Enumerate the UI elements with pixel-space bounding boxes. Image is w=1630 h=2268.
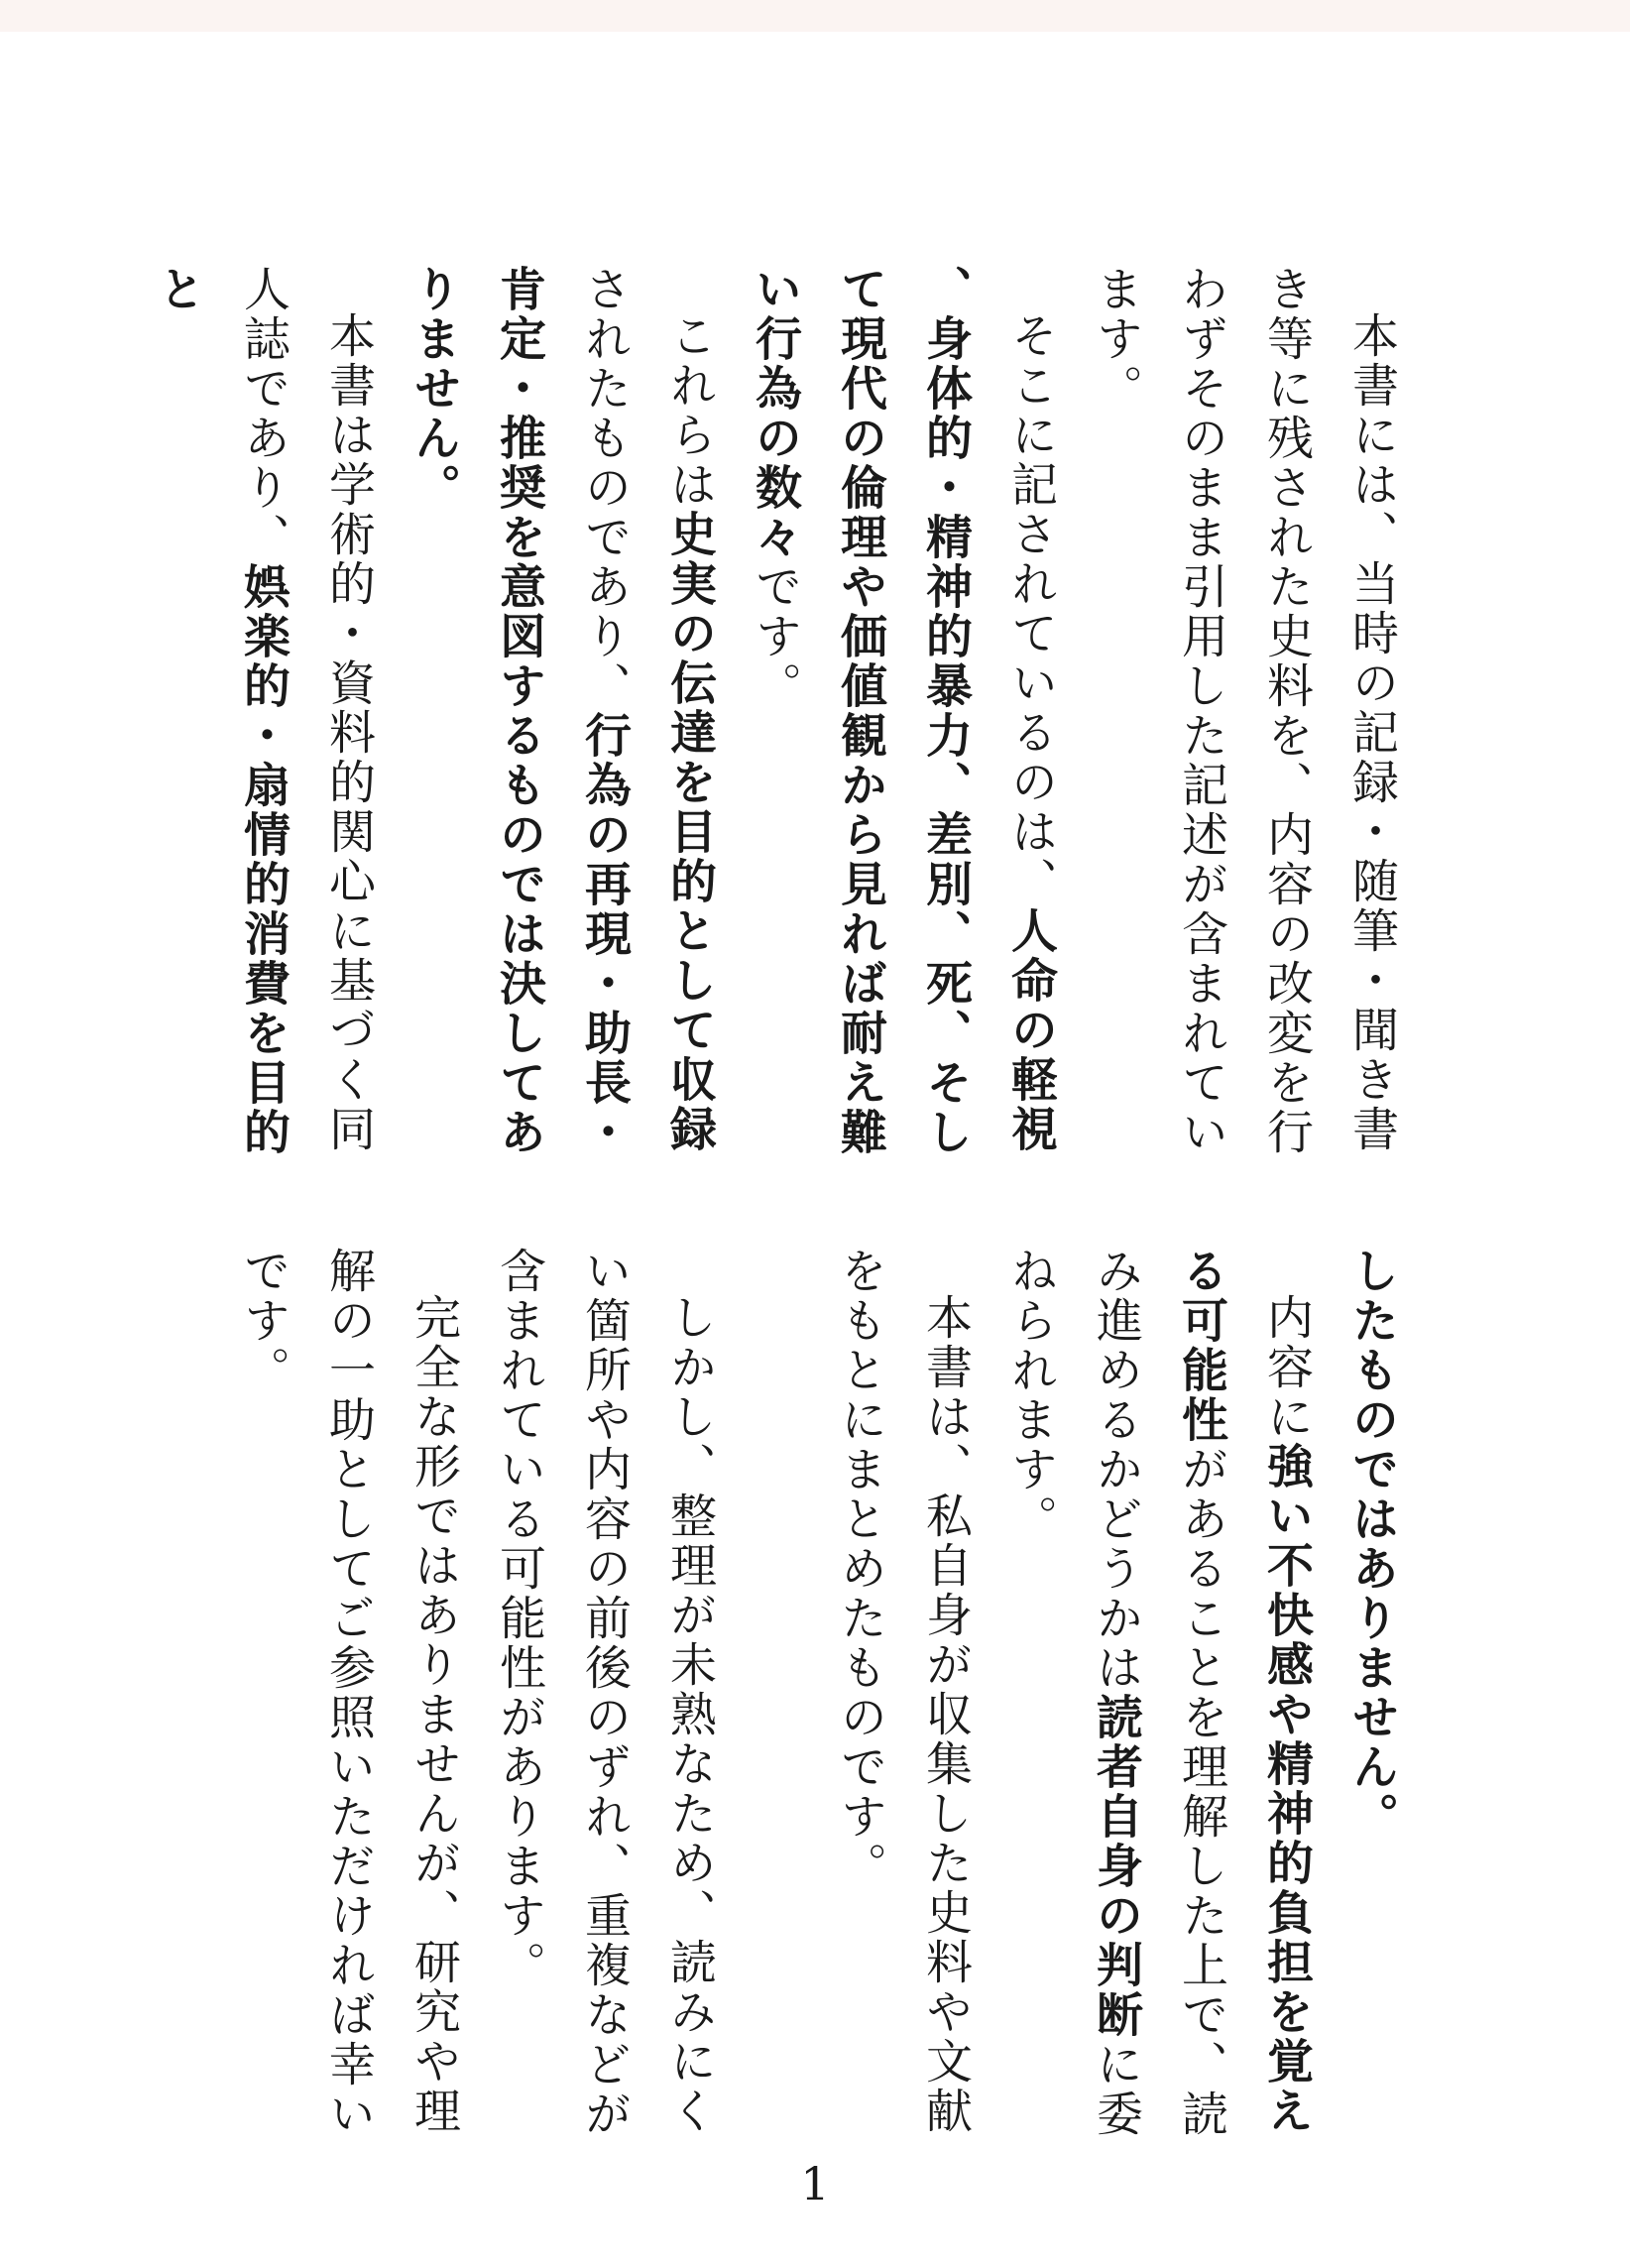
- bold-text: したものではありません。: [1344, 1247, 1399, 1842]
- text-block-lower: [220, 1247, 1414, 2139]
- paragraph-text: 本書には、当時の記録・随筆・聞き書き等に残された史料を、内容の改変を行わずそのまま引用した記述が含まれています。: [1089, 265, 1399, 1157]
- paragraph-text: そこに記されているのは、: [1003, 311, 1058, 906]
- top-bar: [0, 0, 1630, 32]
- paragraph-text: 完全な形ではありませんが、研究や理解の一助としてご参照いただければ幸いです。: [236, 1247, 461, 2139]
- paragraph-text: です。: [748, 562, 802, 711]
- paragraph-text: に委ねられます。: [1003, 1247, 1143, 2139]
- paragraph-sources: [817, 1247, 988, 2139]
- text-block-upper: [135, 265, 1414, 1187]
- paragraph-text: これらは: [662, 311, 717, 510]
- paragraph-purpose: [391, 265, 732, 1187]
- paragraph-doujinshi-start: [135, 265, 391, 1187]
- bold-text: 娯楽的・扇情的消費を目的と: [151, 265, 291, 1157]
- bold-text: 人命の軽視、身体的・精神的暴力、差別、死、そして現代の倫理や価値観から見れば耐え難い行為の数々: [748, 265, 1058, 1157]
- bold-text: 読者自身の判断: [1089, 1693, 1143, 2040]
- bold-text: 強い不快感や精神的負担を覚える可能性: [1174, 1247, 1314, 2136]
- paragraph-text: 本書は、私自身が収集した史料や文献をもとにまとめたものです。: [833, 1247, 973, 2136]
- page-number: 1: [800, 2157, 830, 2210]
- document-page: [0, 32, 1630, 2268]
- paragraph-text: があることを理解した上で、読み進めるかどうかは: [1089, 1247, 1228, 2139]
- paragraph-reader-judgment: [988, 1247, 1329, 2139]
- paragraph-doujinshi-end: [1329, 1247, 1414, 2139]
- paragraph-text: 内容に: [1259, 1293, 1314, 1442]
- paragraph-text: しかし、整理が未熟なため、読みにくい箇所や内容の前後のずれ、重複などが含まれている可能性があります。: [492, 1247, 717, 2139]
- paragraph-text: 本書は学術的・資料的関心に基づく同人誌であり、: [236, 265, 376, 1154]
- paragraph-imperfections: [476, 1247, 732, 2139]
- paragraph-content-warning: [732, 265, 1073, 1187]
- paragraph-disclaimer-intro: [1073, 265, 1414, 1187]
- paragraph-closing: [220, 1247, 476, 2139]
- bold-text: 行為の再現・助長・肯定・推奨を意図するものでは決してありません。: [407, 265, 632, 1157]
- paragraph-text: されたものであり、: [577, 265, 632, 711]
- bold-text: 史実の伝達を目的として収録: [662, 510, 717, 1154]
